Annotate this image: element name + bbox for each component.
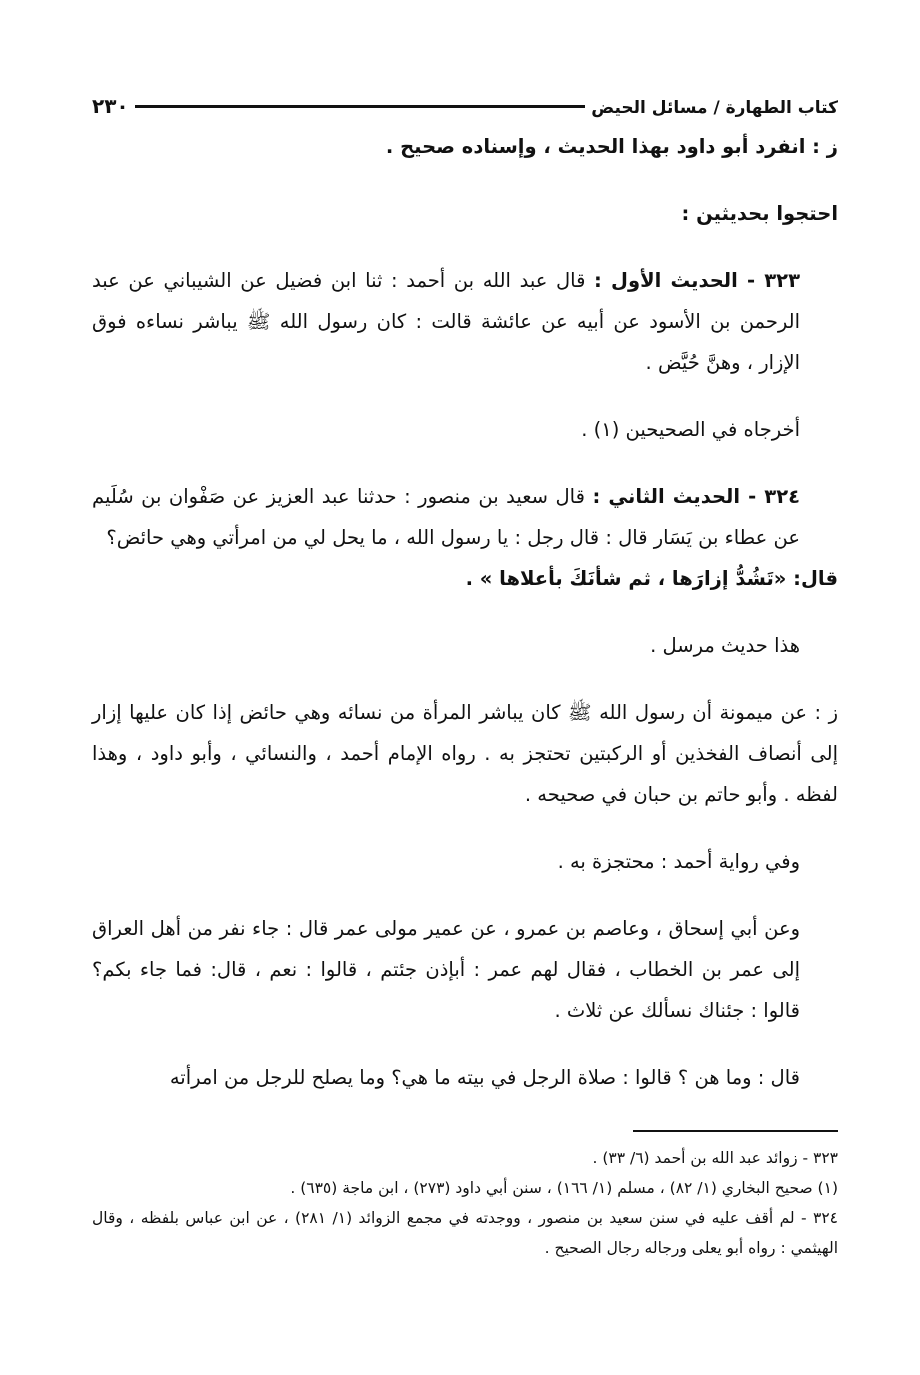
- paragraph-mursal: هذا حديث مرسل .: [650, 634, 800, 657]
- footnote-1: (١) صحيح البخاري (١/ ٨٢) ، مسلم (١/ ١٦٦) ، سنن أبي داود (٢٧٣) ، ابن ماجة (٦٣٥) .: [290, 1179, 838, 1197]
- hadith-324-text: قال سعيد بن منصور : حدثنا عبد العزيز عن صَفْوان بن سُلَيم عن عطاء بن يَسَار قال : قال رجل : يا رسول الله ، ما يحل لي من امرأتي وهي حائض؟: [92, 485, 800, 549]
- paragraph-three-questions: قال : وما هن ؟ قالوا : صلاة الرجل في بيته ما هي؟ وما يصلح للرجل من امرأته: [169, 1066, 800, 1089]
- chapter-title: كتاب الطهارة / مسائل الحيض: [591, 98, 838, 118]
- hadith-324-answer: قال: «تَشُدُّ إزارَها ، ثم شأنَكَ بأعلاها » .: [465, 567, 838, 590]
- paragraph-sahihayn: أخرجاه في الصحيحين (١) .: [581, 418, 800, 441]
- paragraph-two-hadiths-heading: احتجوا بحديثين :: [681, 202, 838, 225]
- footnote-324: ٣٢٤ - لم أقف عليه في سنن سعيد بن منصور ، ووجدته في مجمع الزوائد (١/ ٢٨١) ، عن ابن عباس بلفظه ، وقال الهيثمي : رواه أبو يعلى ورجاله رجال الصحيح .: [92, 1209, 838, 1257]
- paragraph-note-abu-dawud: ز : انفرد أبو داود بهذا الحديث ، وإسناده صحيح .: [385, 135, 838, 158]
- footnote-separator: [633, 1130, 838, 1132]
- paragraph-hadith-323: [92, 260, 838, 383]
- paragraph-umar-story: وعن أبي إسحاق ، وعاصم بن عمرو ، عن عمير مولى عمر قال : جاء نفر من أهل العراق إلى عمر بن الخطاب ، فقال لهم عمر : أبإذن جئتم ، قالوا : نعم ، قال: فما جاء بكم؟ قالوا : جئناك نسألك عن ثلاث .: [92, 917, 800, 1022]
- hadith-323-text: قال عبد الله بن أحمد : ثنا ابن فضيل عن الشيباني عن عبد الرحمن بن الأسود عن أبيه عن عائشة قالت : كان رسول الله ﷺ يباشر نساءه فوق الإزار ، وهنَّ حُيَّض .: [92, 269, 800, 374]
- paragraph-hadith-324: [92, 476, 838, 558]
- paragraph-ahmad-version: وفي رواية أحمد : محتجزة به .: [557, 850, 800, 873]
- header-rule: [135, 105, 586, 108]
- main-text: [92, 126, 838, 1098]
- paragraph-maymuna: ز : عن ميمونة أن رسول الله ﷺ كان يباشر المرأة من نسائه وهي حائض إذا كان عليها إزار إلى أنصاف الفخذين أو الركبتين تحتجز به . رواه الإمام أحمد ، والنسائي ، وأبو داود ، وهذا لفظه . وأبو حاتم بن حبان في صحيحه .: [92, 701, 838, 806]
- hadith-324-label: ٣٢٤ - الحديث الثاني :: [592, 485, 801, 508]
- footnotes: [92, 1143, 838, 1263]
- running-header: [92, 78, 838, 118]
- page-number: ٢٣٠: [92, 94, 129, 118]
- footnote-323: ٣٢٣ - زوائد عبد الله بن أحمد (٦/ ٣٣) .: [592, 1149, 838, 1167]
- hadith-323-label: ٣٢٣ - الحديث الأول :: [594, 269, 800, 292]
